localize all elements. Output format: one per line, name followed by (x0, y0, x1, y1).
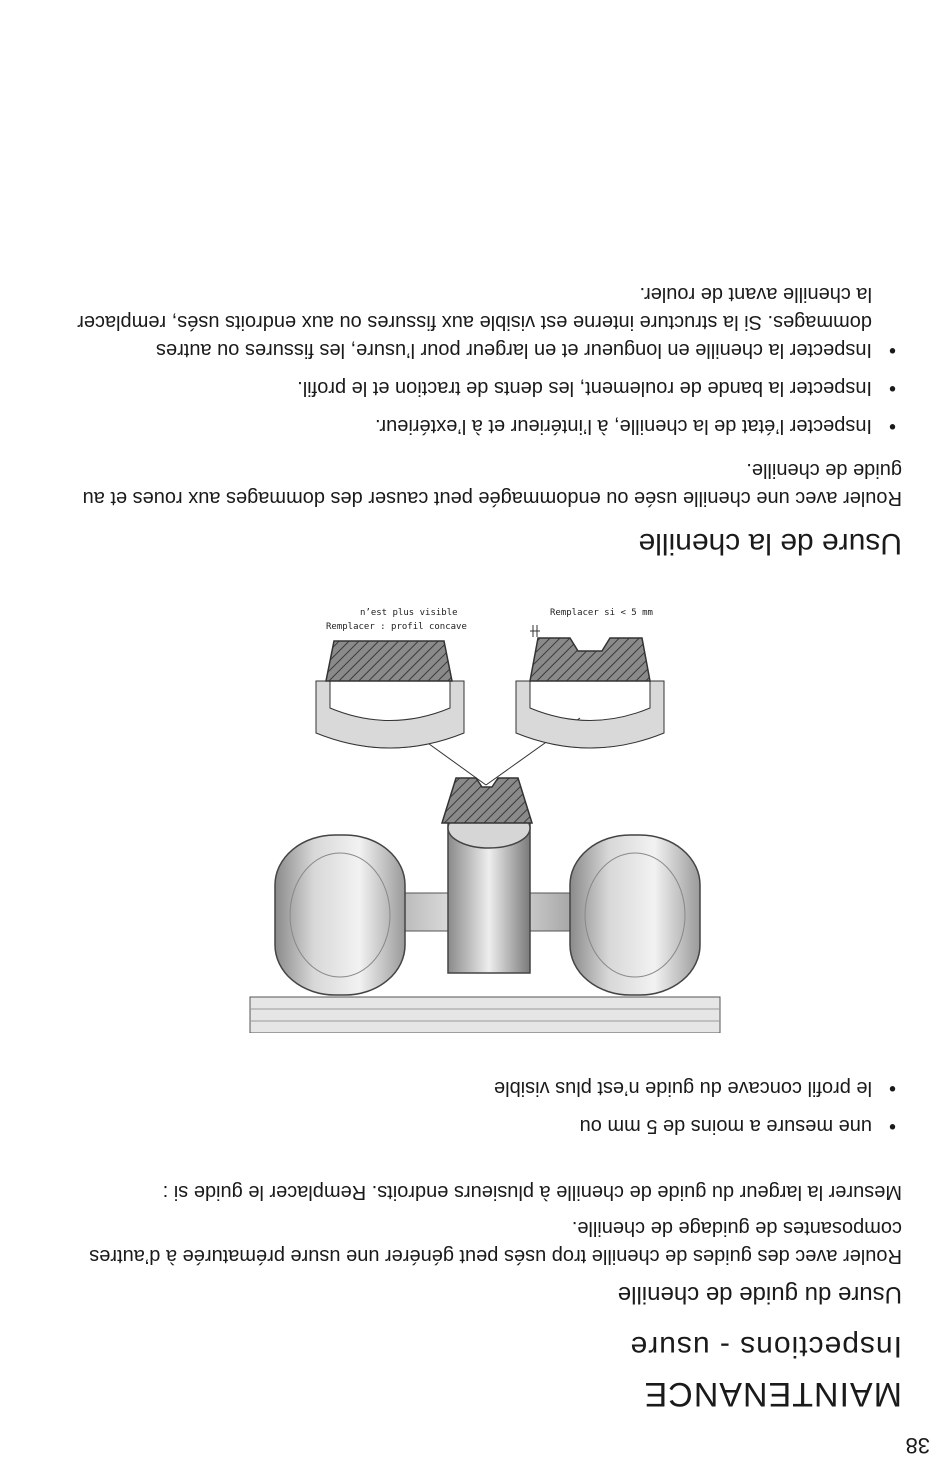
left-wheel (570, 835, 700, 995)
figure-label-min-width: Remplacer si < 5 mm (550, 608, 653, 618)
list-item: • une mesure a moins de 5 mm ou (62, 1112, 902, 1140)
list-item: • Inspecter la bande de roulement, les dents de traction et le profil. (62, 374, 902, 402)
track-wear-paragraph: Rouler avec une chenille usée ou endommagée peut causer des dommages aux roues et au guide de chenille. (82, 459, 902, 509)
page-number: 38 (905, 1433, 930, 1458)
center-tube (442, 778, 532, 973)
figure-label-concave-2: n’est plus visible (360, 608, 458, 618)
section-heading: MAINTENANCE (643, 1375, 902, 1413)
list-item: • Inspecter l’état de la chenille, à l’intérieur et à l’extérieur. (62, 412, 902, 440)
track-wear-bullets (62, 270, 902, 440)
track-wear-heading: Usure de la chenille (638, 527, 902, 560)
list-item: • Inspecter la chenille en longueur et en largeur pour l’usure, les fissures ou autres dommages. Si la structure interne est visible aux fissures ou aux endroits usés, remplacer la chenille avant de rouler. (62, 280, 902, 364)
detail-min-width (516, 625, 664, 748)
track-guide-illustration (248, 600, 730, 1033)
track-base (250, 997, 720, 1033)
figure-label-concave-1: Remplacer : profil concave (326, 622, 467, 632)
list-item: • le profil concave du guide n’est plus visible (62, 1074, 902, 1102)
guide-wear-heading: Usure du guide de chenille (617, 1281, 902, 1308)
guide-wear-paragraph-1: Rouler avec des guides de chenille trop usés peut générer une usure prématurée à d’autres composantes de guidage de chenille. (89, 1217, 902, 1267)
right-wheel (275, 835, 405, 995)
guide-wear-bullets (62, 1064, 902, 1140)
page-title: Inspections - usure (629, 1330, 902, 1363)
detail-concave-profile (316, 641, 464, 748)
guide-wear-paragraph-2: Mesurer la largeur du guide de chenille à plusieurs endroits. Remplacer le guide si : (162, 1181, 902, 1203)
